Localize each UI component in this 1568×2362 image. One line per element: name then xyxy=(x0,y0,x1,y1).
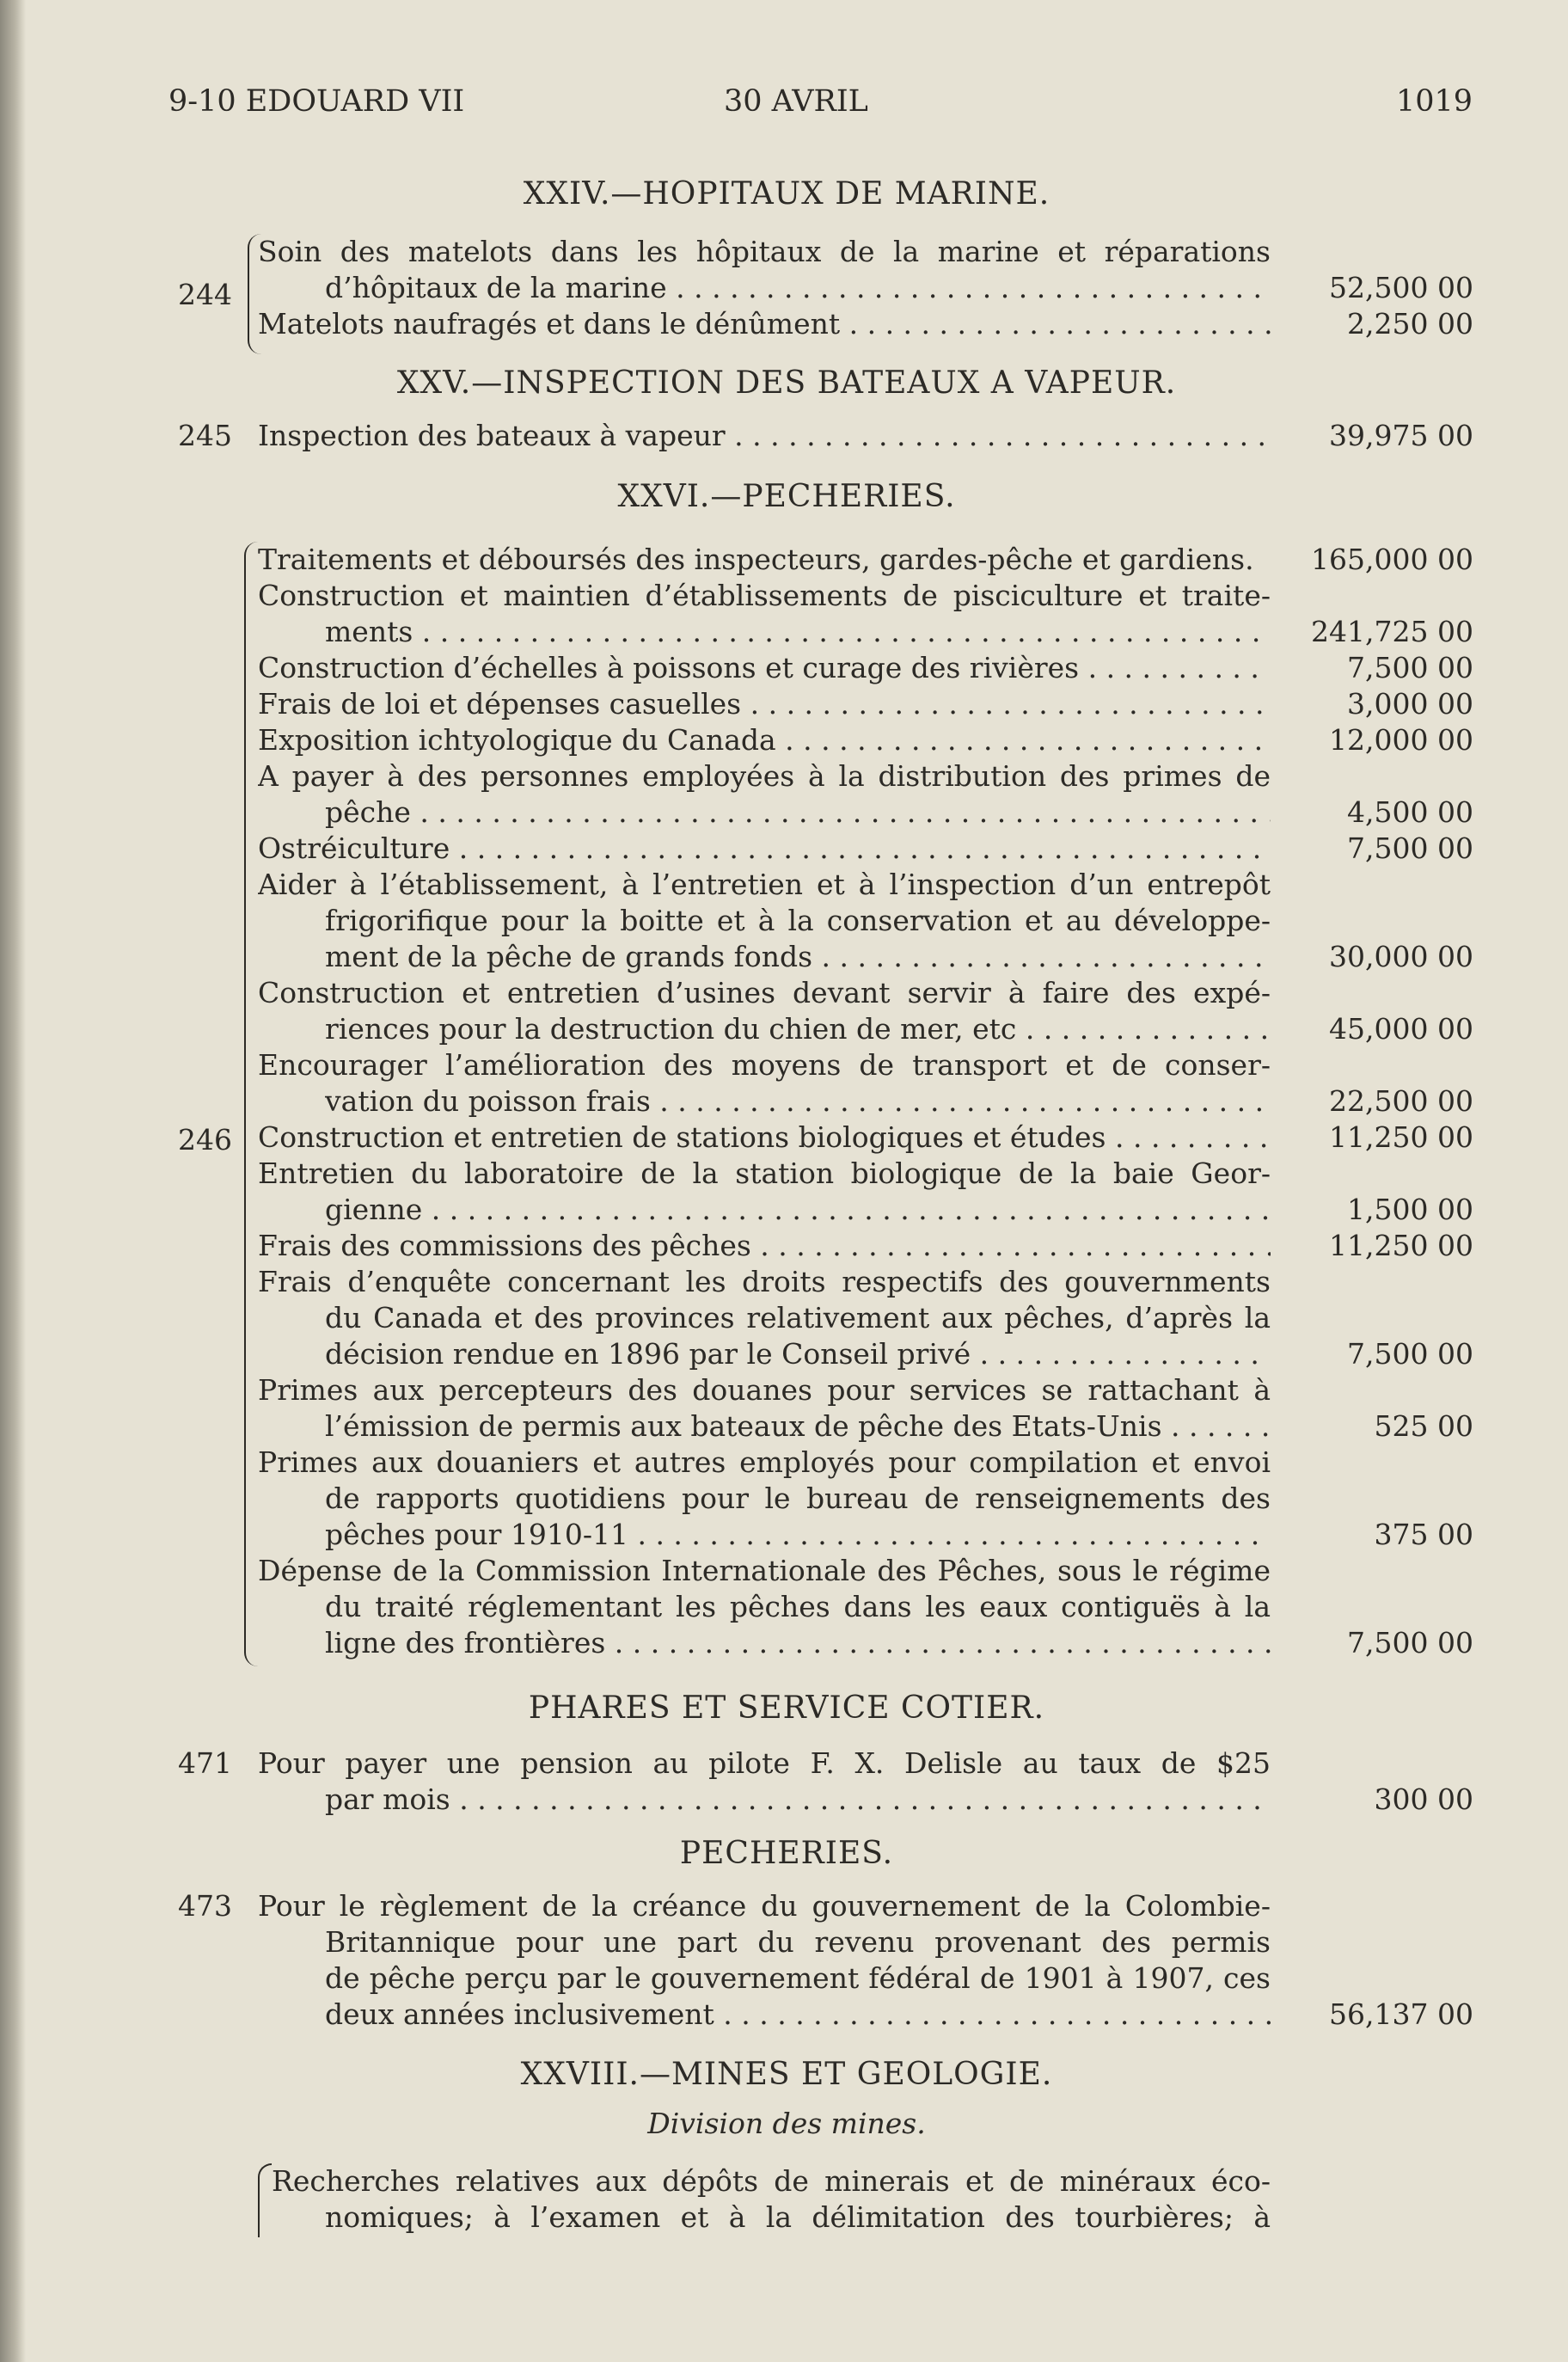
page-binding-shadow xyxy=(0,0,26,2362)
amount: 30,000 00 xyxy=(1329,940,1473,973)
amount: 3,000 00 xyxy=(1347,687,1473,721)
budget-line: Traitements et déboursés des inspecteurs, gardes-pêche et gardiens. xyxy=(258,543,1254,576)
budget-line: frigorifique pour la boitte et à la conservation et au développe- xyxy=(325,904,1271,937)
budget-line: Soin des matelots dans les hôpitaux de la marine et réparations xyxy=(258,235,1271,268)
budget-line: Exposition ichtyologique du Canada . . . xyxy=(258,722,1271,758)
amount: 165,000 00 xyxy=(1311,543,1473,576)
budget-line: Pour le règlement de la créance du gouvernement de la Colombie- xyxy=(258,1889,1271,1923)
section-title-mines: XXVIII.—MINES ET GEOLOGIE. xyxy=(520,2057,1053,2092)
budget-line: vation du poisson frais . . . xyxy=(325,1083,1271,1120)
budget-line: nomiques; à l’examen et à la délimitation des tourbières; à xyxy=(325,2200,1271,2234)
budget-line: Entretien du laboratoire de la station biologique de la baie Geor- xyxy=(258,1156,1271,1190)
budget-line: ment de la pêche de grands fonds . . . xyxy=(325,939,1271,975)
amount: 7,500 00 xyxy=(1347,1626,1473,1660)
budget-line: Britannique pour une part du revenu provenant des permis xyxy=(325,1925,1271,1959)
section-title-pecheries-473: PECHERIES. xyxy=(679,1836,894,1871)
budget-line: Ostréiculture . . . xyxy=(258,831,1271,867)
amount: 2,250 00 xyxy=(1347,307,1473,340)
budget-line: décision rendue en 1896 par le Conseil privé . . . xyxy=(325,1336,1271,1372)
amount: 56,137 00 xyxy=(1329,1997,1473,2031)
amount: 241,725 00 xyxy=(1311,615,1473,648)
amount: 300 00 xyxy=(1374,1782,1473,1816)
budget-line: deux années inclusivement . . . xyxy=(325,1997,1271,2033)
budget-line: Construction d’échelles à poissons et curage des rivières . . . xyxy=(258,650,1271,686)
section-subtitle-mines: Division des mines. xyxy=(647,2107,926,2140)
budget-line: l’émission de permis aux bateaux de pêche des Etats-Unis . . . xyxy=(325,1408,1271,1445)
budget-line: d’hôpitaux de la marine . . . xyxy=(325,270,1271,306)
header-date: 30 AVRIL xyxy=(724,84,868,119)
amount: 11,250 00 xyxy=(1329,1229,1473,1262)
budget-line: Inspection des bateaux à vapeur . . . xyxy=(258,418,1271,454)
budget-line: Pour payer une pension au pilote F. X. Delisle au taux de $25 xyxy=(258,1746,1271,1780)
budget-line: A payer à des personnes employées à la distribution des primes de xyxy=(258,759,1271,793)
budget-line: de rapports quotidiens pour le bureau de renseignements des xyxy=(325,1482,1271,1515)
brace-mines xyxy=(258,2163,272,2237)
amount: 11,250 00 xyxy=(1329,1120,1473,1154)
budget-line: Matelots naufragés et dans le dénûment . . . xyxy=(258,306,1271,342)
amount: 7,500 00 xyxy=(1347,1337,1473,1371)
budget-line: Primes aux douaniers et autres employés pour compilation et envoi xyxy=(258,1445,1271,1479)
budget-line: Frais des commissions des pêches . . . xyxy=(258,1228,1271,1264)
section-title-pecheries: XXVI.—PECHERIES. xyxy=(617,479,956,514)
item-number-246: 246 xyxy=(178,1123,232,1156)
item-number-245: 245 xyxy=(178,419,232,452)
amount: 1,500 00 xyxy=(1347,1193,1473,1226)
amount: 7,500 00 xyxy=(1347,651,1473,684)
budget-line: Aider à l’établissement, à l’entretien et à l’inspection d’un entrepôt xyxy=(258,868,1271,901)
section-title-phares: PHARES ET SERVICE COTIER. xyxy=(528,1690,1045,1726)
brace-246 xyxy=(244,542,258,1666)
amount: 7,500 00 xyxy=(1347,831,1473,865)
budget-line: ligne des frontières . . . xyxy=(325,1625,1271,1661)
budget-line: par mois . . . xyxy=(325,1782,1271,1818)
amount: 375 00 xyxy=(1374,1518,1473,1551)
budget-line: du traité réglementant les pêches dans les eaux contiguës à la xyxy=(325,1590,1271,1623)
budget-line: pêches pour 1910-11 . . . xyxy=(325,1517,1271,1553)
amount: 39,975 00 xyxy=(1329,419,1473,452)
budget-line: Construction et entretien de stations biologiques et études . . . xyxy=(258,1120,1271,1156)
item-number-471: 471 xyxy=(178,1746,232,1780)
amount: 45,000 00 xyxy=(1329,1012,1473,1046)
page-header xyxy=(0,84,1568,127)
item-number-473: 473 xyxy=(178,1889,232,1923)
budget-line: Primes aux percepteurs des douanes pour services se rattachant à xyxy=(258,1373,1271,1407)
amount: 22,500 00 xyxy=(1329,1084,1473,1118)
budget-line: pêche . . . xyxy=(325,794,1271,831)
budget-line: Frais d’enquête concernant les droits respectifs des gouvernments xyxy=(258,1265,1271,1298)
header-page-number: 1019 xyxy=(1396,84,1473,119)
budget-line: ments . . . xyxy=(325,614,1271,650)
header-session: 9-10 EDOUARD VII xyxy=(168,84,465,119)
section-title-inspection: XXV.—INSPECTION DES BATEAUX A VAPEUR. xyxy=(396,365,1177,401)
amount: 52,500 00 xyxy=(1329,271,1473,304)
budget-line: du Canada et des provinces relativement aux pêches, d’après la xyxy=(325,1301,1271,1334)
budget-line: Dépense de la Commission Internationale des Pêches, sous le régime xyxy=(258,1554,1271,1587)
section-title-hopitaux: XXIV.—HOPITAUX DE MARINE. xyxy=(523,176,1050,212)
budget-line: Recherches relatives aux dépôts de minerais et de minéraux éco- xyxy=(272,2164,1271,2198)
budget-line: de pêche perçu par le gouvernement fédéral de 1901 à 1907, ces xyxy=(325,1961,1271,1995)
budget-line: Frais de loi et dépenses casuelles . . . xyxy=(258,686,1271,722)
budget-line: Construction et maintien d’établissements de pisciculture et traite- xyxy=(258,579,1271,612)
budget-line: Encourager l’amélioration des moyens de transport et de conser- xyxy=(258,1048,1271,1082)
amount: 4,500 00 xyxy=(1347,795,1473,829)
item-number-244: 244 xyxy=(178,278,232,311)
budget-line: gienne . . . xyxy=(325,1192,1271,1228)
budget-line: riences pour la destruction du chien de mer, etc . . . xyxy=(325,1011,1271,1047)
amount: 525 00 xyxy=(1374,1409,1473,1443)
amount: 12,000 00 xyxy=(1329,723,1473,757)
budget-line: Construction et entretien d’usines devant servir à faire des expé- xyxy=(258,976,1271,1009)
